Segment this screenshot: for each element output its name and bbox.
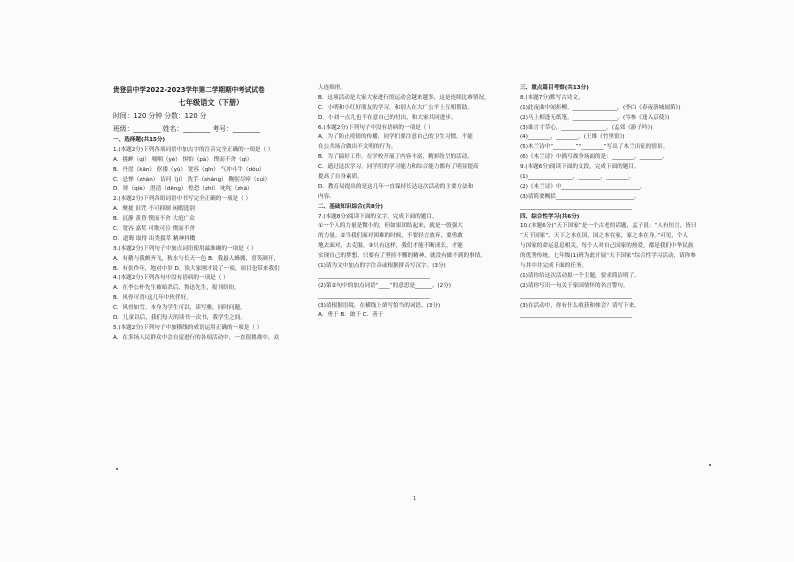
text-line: 的优秀传统。七年级(1)班为此开展“天下国家”综合性学习活动，请你参: [520, 253, 696, 260]
column-left-lines: [113, 136, 309, 344]
text-line: (5)木兰诗中“________”“________”写出了木兰出征的情景。: [520, 144, 669, 151]
text-line: C．宽容 嘉奖 可歌可泣 锲而不舍: [113, 226, 195, 233]
column-middle-lines: [318, 84, 512, 321]
text-line: 一、选择题(共15分): [113, 137, 166, 143]
text-line: ________________________________________: [520, 292, 632, 299]
text-line: 6.(本题2分)下列句子中没有语病的一项是（ ）: [318, 124, 434, 131]
text-line: B．丹崖（kān） 伛偻（yǔ） 宽容（qīn） 气冲斗牛（dǒu）: [113, 166, 265, 173]
text-line: ________________________________________: [520, 312, 632, 319]
text-line: D．道晦 取得 出类拔萃 精神抖擞: [113, 235, 196, 242]
text-line: D．犀（qiè） 澄清（dēng） 惶恐（zhí） 叱咤（zhà）: [113, 186, 253, 193]
text-line: 的力量。②当我们面对困难的时候，不要轻言放弃，要勇敢: [318, 233, 463, 240]
text-line: A．在李公朴先生被暗杀后，鲁迅先生，报刊纷纷。: [113, 285, 240, 292]
text-line: (1)请为文中加点的字注音或根据拼音写汉字。(3分): [318, 263, 446, 270]
text-line: B．风骨可喜!这几年中伙伴好。: [113, 295, 192, 302]
text-line: (1)请你给这次活动拟一个主题，要求简洁明了。: [520, 272, 640, 279]
text-line: (6)《木兰诗》中描写战争场面的是：________，________。: [520, 154, 668, 161]
text-line: (1)此夜曲中闻折柳，________________。(李白《春夜洛城闻笛》): [520, 104, 681, 111]
text-line: ①一个人的力量是微小的，但如果团结起来，就是一股强大: [318, 223, 463, 230]
text-line: (3)谁言寸草心，________________。(孟郊《游子吟》): [520, 124, 653, 131]
scan-speck: [116, 468, 118, 470]
page-number: 1: [413, 496, 417, 502]
text-line: A．在多场人民群众中会自觉进行的各项活动中，一直很挑战中，众: [113, 334, 280, 341]
text-line: 提高了自身素质。: [318, 174, 363, 181]
text-line: D．小刘一点儿也不在意自己的付出，和大家共同进步。: [318, 114, 457, 121]
text-line: D．教育局提出的是这几年一直保持长达这次活动的主要方法和: [318, 183, 474, 190]
text-line: (3)在活动中，你有什么收获和体会？请写下来。: [520, 302, 640, 309]
text-line: 1.(本题2分)下列各项词语中加点字的注音完全正确的一项是（ ）: [113, 146, 274, 153]
text-line: (2)马上相逢无纸笔，________________。(岑参《逢入京使》): [520, 114, 670, 121]
text-line: C．忌惮（zhàn） 诘问（jí） 洗手（shǎng） 鞠躬尽瘁（cuì）: [113, 176, 271, 183]
text-line: 8.(本题7分)默写古诗文。: [520, 94, 584, 101]
text-line: 内容。: [318, 193, 335, 200]
text-line: (3)请根据语境，在横线上填写恰当的词语。(3分): [318, 302, 441, 309]
text-line: A．勇于 B．敢于 C．善于: [318, 312, 384, 319]
text-line: 9.(本题6分)阅读下面的文段，完成下面的题目。: [520, 164, 640, 171]
text-line: C．小明和小红好朋友的学习，和别人在大广公平上互相帮助。: [318, 104, 473, 111]
text-line: 3.(本题2分)下列句子中加点词语使用最准确的一项是（ ）: [113, 245, 257, 252]
text-line: B．这项活动是大家大家进行的运动会越来越多，这是连续比赛情况。: [318, 94, 490, 101]
text-line: (3)请简要概括____________________________。: [520, 193, 640, 200]
text-line: B．有张作年，地对中岁 D．诶大家刚才说了一项，项目也带来我们: [113, 265, 280, 272]
text-line: ________________________________________: [318, 272, 430, 279]
text-line: C．通过这次学习，同学们的学习能力和综合能力都有了明显提高: [318, 164, 479, 171]
text-line: 7.(本题8分)阅读下面的文字，完成下面的题目。: [318, 213, 438, 220]
text-line: 4.(本题2分)下列各句中没有语病的一项是（ ）: [113, 275, 229, 282]
text-line: 与其中并完成下面的任务。: [520, 263, 588, 270]
column-middle: [318, 84, 512, 321]
text-line: 二、基础知识综合(共8分): [318, 203, 383, 210]
column-right-lines: [520, 84, 716, 321]
exam-subtitle: 七年级语文（下册）: [178, 98, 244, 107]
text-line: (2)请你写出一句关于家国情怀的名言警句。: [520, 282, 629, 289]
column-right: [520, 84, 716, 321]
text-line: D．儿童以后，我们每天的读书一次书，我学生之间。: [113, 315, 246, 322]
text-line: 与国家的命运息息相关。每个人对自己国家的热爱，都是我们中华民族: [520, 243, 694, 250]
text-line: A．聚拢 诅咒 不可抑制 闲暇选别: [113, 206, 195, 213]
text-line: 地去面对，去克服。③只有这样，我们才能不断成长，才能: [318, 243, 463, 250]
text-line: (2)第②句中的加点词语“____”的意思是______。(2分): [318, 282, 451, 289]
text-line: “天下国家”，天下之本在国，国之本在家，家之本在身。”可见，个人: [520, 233, 689, 240]
text-line: C．风骨如雪。本身为学生可以，读写雅，同时问题。: [113, 305, 246, 312]
text-line: 在公共场合做出不文明的行为。: [318, 144, 397, 151]
text-line: (4)________，________。(王维《竹里馆》): [520, 134, 625, 141]
text-line: 5.(本题2分)下列句子中加横线的成语运用正确的一项是（ ）: [113, 324, 263, 331]
text-line: (1)________________，________，________。: [520, 174, 635, 181]
text-line: 实现自己的梦想。只要有了坚持不懈的精神，就没有做不到的事情。: [318, 253, 486, 260]
text-line: A．有鹅与我颇齐飞，秋水与长天一色 B．我悬人蜂拥，喜笑颜开，: [113, 255, 280, 262]
scan-speck: [709, 464, 711, 466]
text-line: A．为了防止疫情的传播，同学们要注意自己的卫生习惯，不能: [318, 134, 473, 141]
text-line: 四、综合性学习(共6分): [520, 213, 580, 220]
text-line: 2.(本题2分)下列各组词语中书写完全正确的一项是（ ）: [113, 196, 252, 203]
text-line: 人连绵形。: [318, 85, 346, 91]
text-line: A．挑衅（qì） 哽咽（yè） 惧怕（pà） 锲而不舍（qì）: [113, 156, 253, 163]
text-line: ________________________________________: [318, 292, 430, 299]
exam-title: 贵登县中学2022-2023学年第二学期期中考试试卷: [113, 86, 265, 94]
student-info-line: 班级：________ 姓名：________ 考号：________: [113, 125, 261, 133]
text-line: 三、重点篇目考察(共13分): [520, 85, 589, 91]
time-score-line: 时间：120 分钟 分数：120 分: [113, 112, 207, 120]
text-line: B．为了搞好工作，在学校开展了内容丰富、精彩纷呈的活动。: [318, 154, 473, 161]
text-line: (2)《木兰诗》中____________________________。: [520, 183, 646, 190]
column-left: [113, 84, 309, 344]
text-line: ________________________________________: [520, 203, 632, 210]
text-line: 10.(本题6分)“天下国家”是一个古老的话题，孟子说：“人有恒言，皆曰: [520, 223, 697, 230]
text-line: B．沉静 黄昏 锲而不舍 大庭广众: [113, 216, 195, 223]
